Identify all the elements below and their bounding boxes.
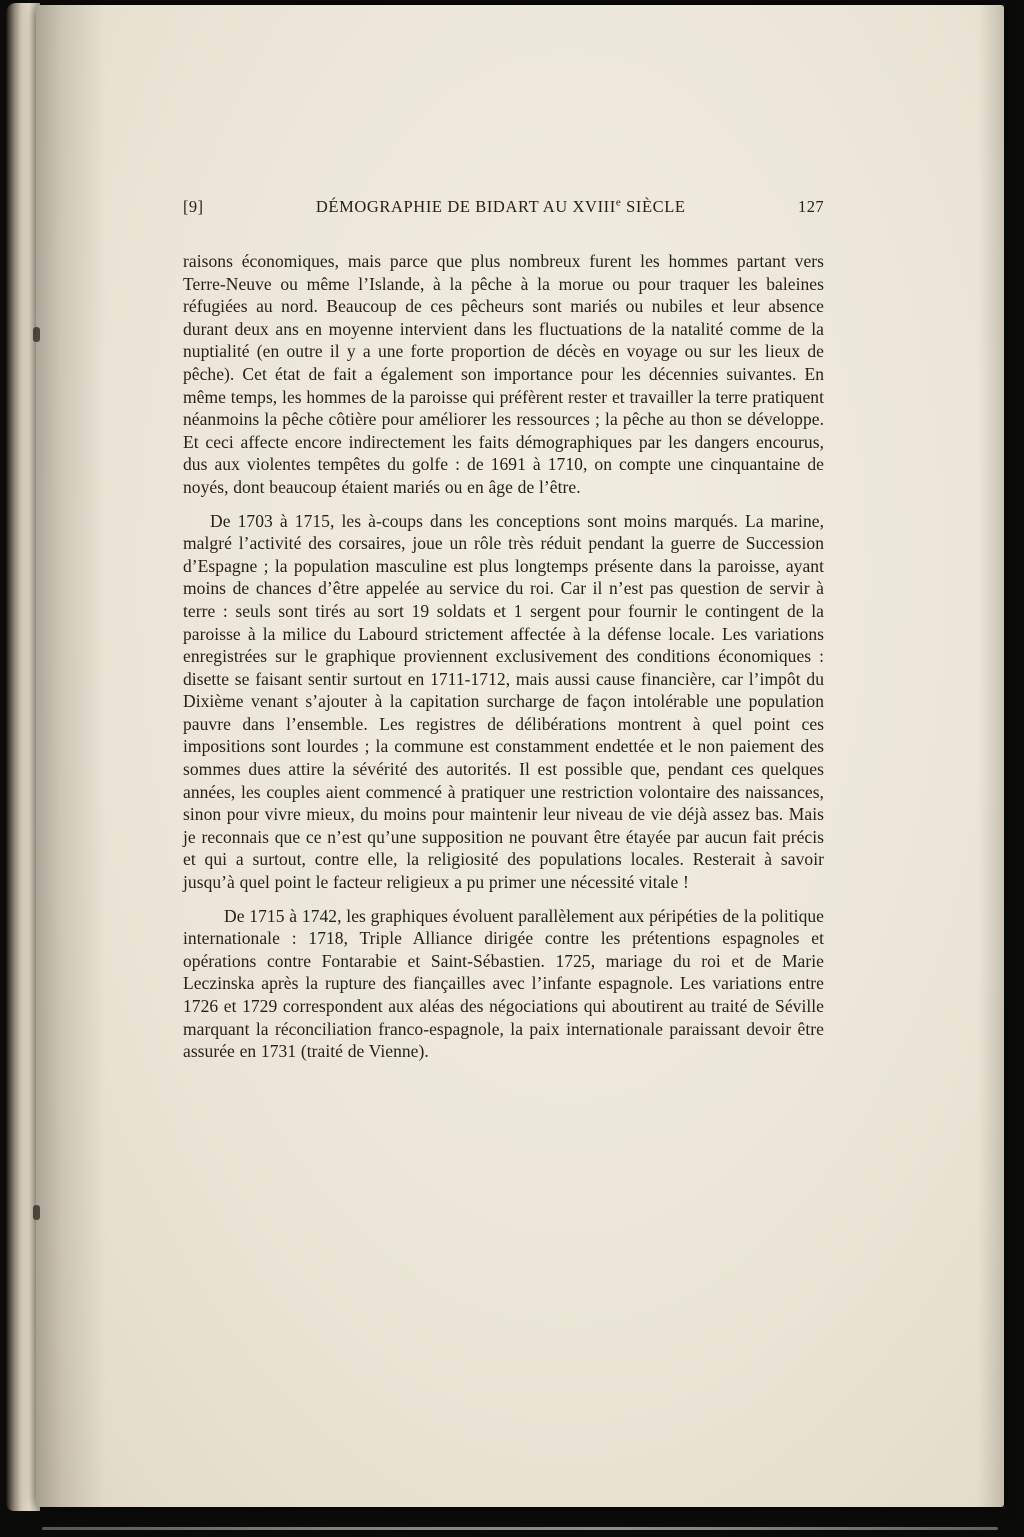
section-ref: [9] — [183, 197, 204, 216]
page-edge-stack — [6, 3, 40, 1511]
binding-shadow — [36, 5, 106, 1507]
running-title — [316, 197, 686, 217]
running-title-tail: SIÈCLE — [621, 197, 686, 216]
binding-stitch-mark-bottom — [33, 1205, 40, 1220]
paragraph-1: raisons économiques, mais parce que plus nombreux furent les hommes partant vers Terre-Neuve ou même l’Islande, à la pêche à la morue ou pour traquer les baleines réfugiées au nord. Beaucoup de ces pêcheurs sont mariés ou nubiles et leur absence durant deux ans en moyenne intervient dans les fluctuations de la natalité comme de la nuptialité (en outre il y a une forte proportion de décès en voyage ou sur les lieux de pêche). Cet état de fait a également son importance pour les décennies suivantes. En même temps, les hommes de la paroisse qui préfèrent rester et travailler la terre pratiquent néanmoins la pêche côtière pour améliorer les ressources ; la pêche au thon se développe. Et ceci affecte encore indirectement les faits démographiques par les dangers encourus, dus aux violentes tempêtes du golfe : de 1691 à 1710, on compte une cinquantaine de noyés, dont beaucoup étaient mariés ou en âge de l’être. — [183, 251, 824, 497]
page-number: 127 — [798, 197, 824, 216]
fore-edge-shadow — [978, 5, 1004, 1507]
binding-stitch-mark-top — [33, 327, 40, 342]
bottom-sheet-edge — [42, 1527, 998, 1530]
print-area — [183, 197, 824, 1074]
paragraph-2: De 1703 à 1715, les à-coups dans les conceptions sont moins marqués. La marine, malgré l’activité des corsaires, joue un rôle très réduit pendant la guerre de Succession d’Espagne ; la population masculine est plus longtemps présente dans la paroisse, ayant moins de chances d’être appelée au service du roi. Car il n’est pas question de servir à terre : seuls sont tirés au sort 19 soldats et 1 sergent pour fournir le contingent de la paroisse à la milice du Labourd strictement affectée à la défense locale. Les variations enregistrées sur le graphique proviennent exclusivement des conditions économiques : disette se faisant sentir surtout en 1711-1712, mais aussi cause financière, car l’impôt du Dixième venant s’ajouter à la capitation surcharge de façon intolérable une population pauvre dans l’ensemble. Les registres de délibérations montrent à quel point ces impositions sont lourdes ; la commune est constamment endettée et le non paiement des sommes dues attire la sévérité des autorités. Il est possible que, pendant ces quelques années, les couples aient commencé à pratiquer une restriction volontaire des naissances, sinon pour vivre mieux, du moins pour maintenir leur niveau de vie déjà assez bas. Mais je reconnais que ce n’est qu’une supposition ne pouvant être étayée par aucun fait précis et qui a surtout, contre elle, la religiosité des populations locales. Resterait à savoir jusqu’à quel point le facteur religieux a pu primer une nécessité vitale ! — [183, 510, 824, 893]
running-title-main: DÉMOGRAPHIE DE BIDART AU XVIII — [315, 197, 616, 216]
running-title-ordinal: e — [615, 196, 622, 209]
page-header — [183, 197, 824, 217]
body-text — [183, 250, 824, 1063]
paragraph-3: De 1715 à 1742, les graphiques évoluent parallèlement aux péripéties de la politique internationale : 1718, Triple Alliance dirigée contre les prétentions espagnoles et opérations contre Fontarabie et Saint-Sébastien. 1725, mariage du roi et de Marie Leczinska après la rupture des fiançailles avec l’infante espagnole. Les variations entre 1726 et 1729 correspondent aux aléas des négociations qui aboutirent au traité de Séville marquant la réconciliation franco-espagnole, la paix internationale paraissant devoir être assurée en 1731 (traité de Vienne). — [183, 905, 824, 1062]
book-page — [36, 5, 1004, 1507]
